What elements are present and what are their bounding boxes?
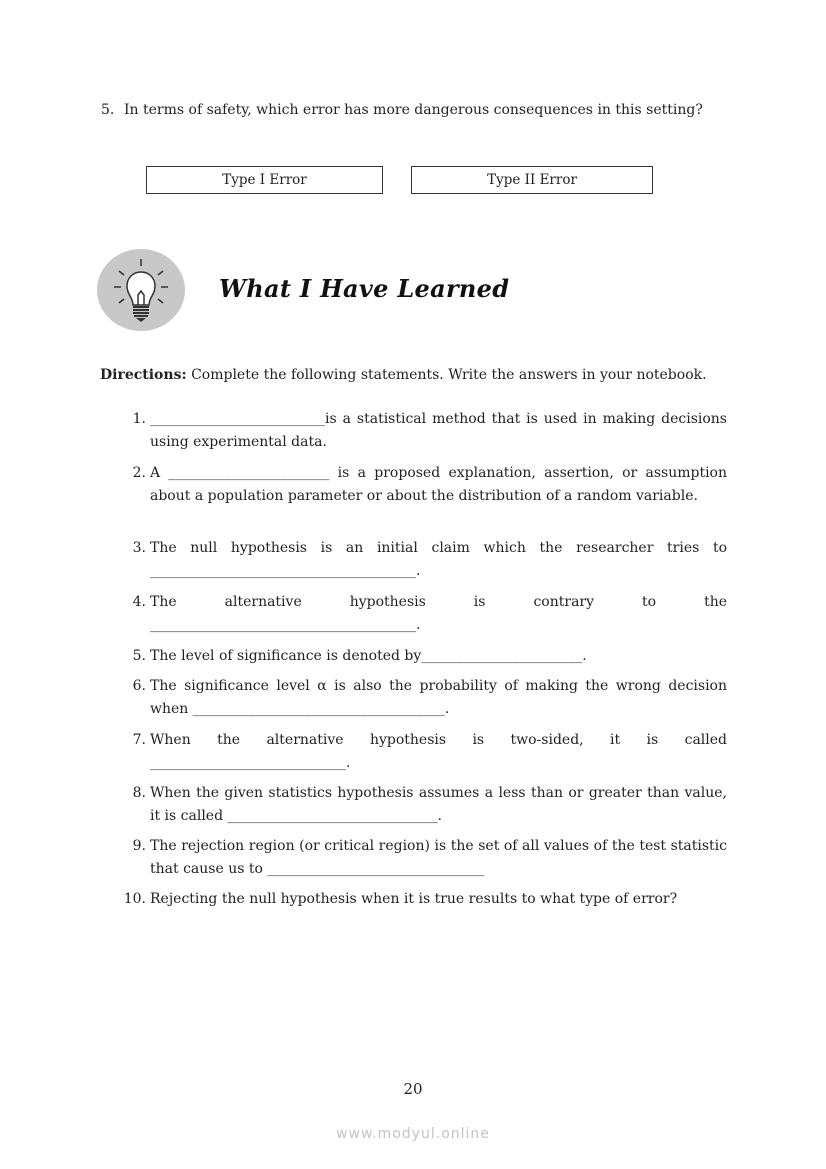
item-text: Rejecting the null hypothesis when it is true results to what type of error? [150, 891, 678, 907]
item-text: The alternative hypothesis is contrary to the ______________________________________. [150, 594, 727, 633]
list-item [122, 675, 727, 720]
item-text: When the given statistics hypothesis assumes a less than or greater than value, it is called ______________________________. [150, 785, 727, 824]
directions [100, 364, 727, 386]
item-number: 4. [132, 594, 146, 610]
item-number: 2. [132, 465, 146, 481]
item-text: _________________________is a statistical method that is used in making decisions using experimental data. [150, 411, 727, 450]
item-text: The null hypothesis is an initial claim which the researcher tries to ______________________________________. [150, 540, 727, 579]
item-number: 5. [132, 648, 146, 664]
list-item [122, 888, 727, 911]
item-text: When the alternative hypothesis is two-sided, it is called ____________________________. [150, 732, 727, 771]
watermark: www.modyul.online [336, 1126, 490, 1142]
choice-type-i-error[interactable]: Type I Error [146, 166, 383, 194]
list-item [122, 462, 727, 507]
item-number: 8. [132, 785, 146, 801]
item-text: The rejection region (or critical region) is the set of all values of the test statistic that cause us to _______________________________ [150, 838, 727, 877]
list-item [122, 537, 727, 582]
question-number: 5. [101, 102, 115, 118]
question-text: In terms of safety, which error has more dangerous consequences in this setting? [124, 102, 703, 118]
item-text: A _______________________ is a proposed explanation, assertion, or assumption about a population parameter or about the distribution of a random variable. [150, 465, 727, 504]
directions-text: Complete the following statements. Write the answers in your notebook. [186, 367, 707, 383]
directions-label: Directions: [100, 367, 187, 383]
list-item [122, 729, 727, 774]
choice-type-ii-error[interactable]: Type II Error [411, 166, 653, 194]
item-number: 9. [132, 838, 146, 854]
list-item [122, 645, 727, 668]
item-number: 7. [132, 732, 146, 748]
list-item [122, 782, 727, 827]
list-item [122, 408, 727, 453]
item-number: 10. [123, 891, 146, 907]
lightbulb-icon [97, 249, 185, 331]
item-text: The level of significance is denoted by_______________________. [150, 648, 587, 664]
section-title: What I Have Learned [219, 274, 510, 303]
question-5 [101, 99, 727, 121]
item-number: 6. [132, 678, 146, 694]
page-number: 20 [403, 1080, 423, 1098]
list-item [122, 835, 727, 880]
item-number: 3. [132, 540, 146, 556]
list-item [122, 591, 727, 636]
item-text: The significance level α is also the probability of making the wrong decision when ____________________________________. [150, 678, 727, 717]
item-number: 1. [132, 411, 146, 427]
